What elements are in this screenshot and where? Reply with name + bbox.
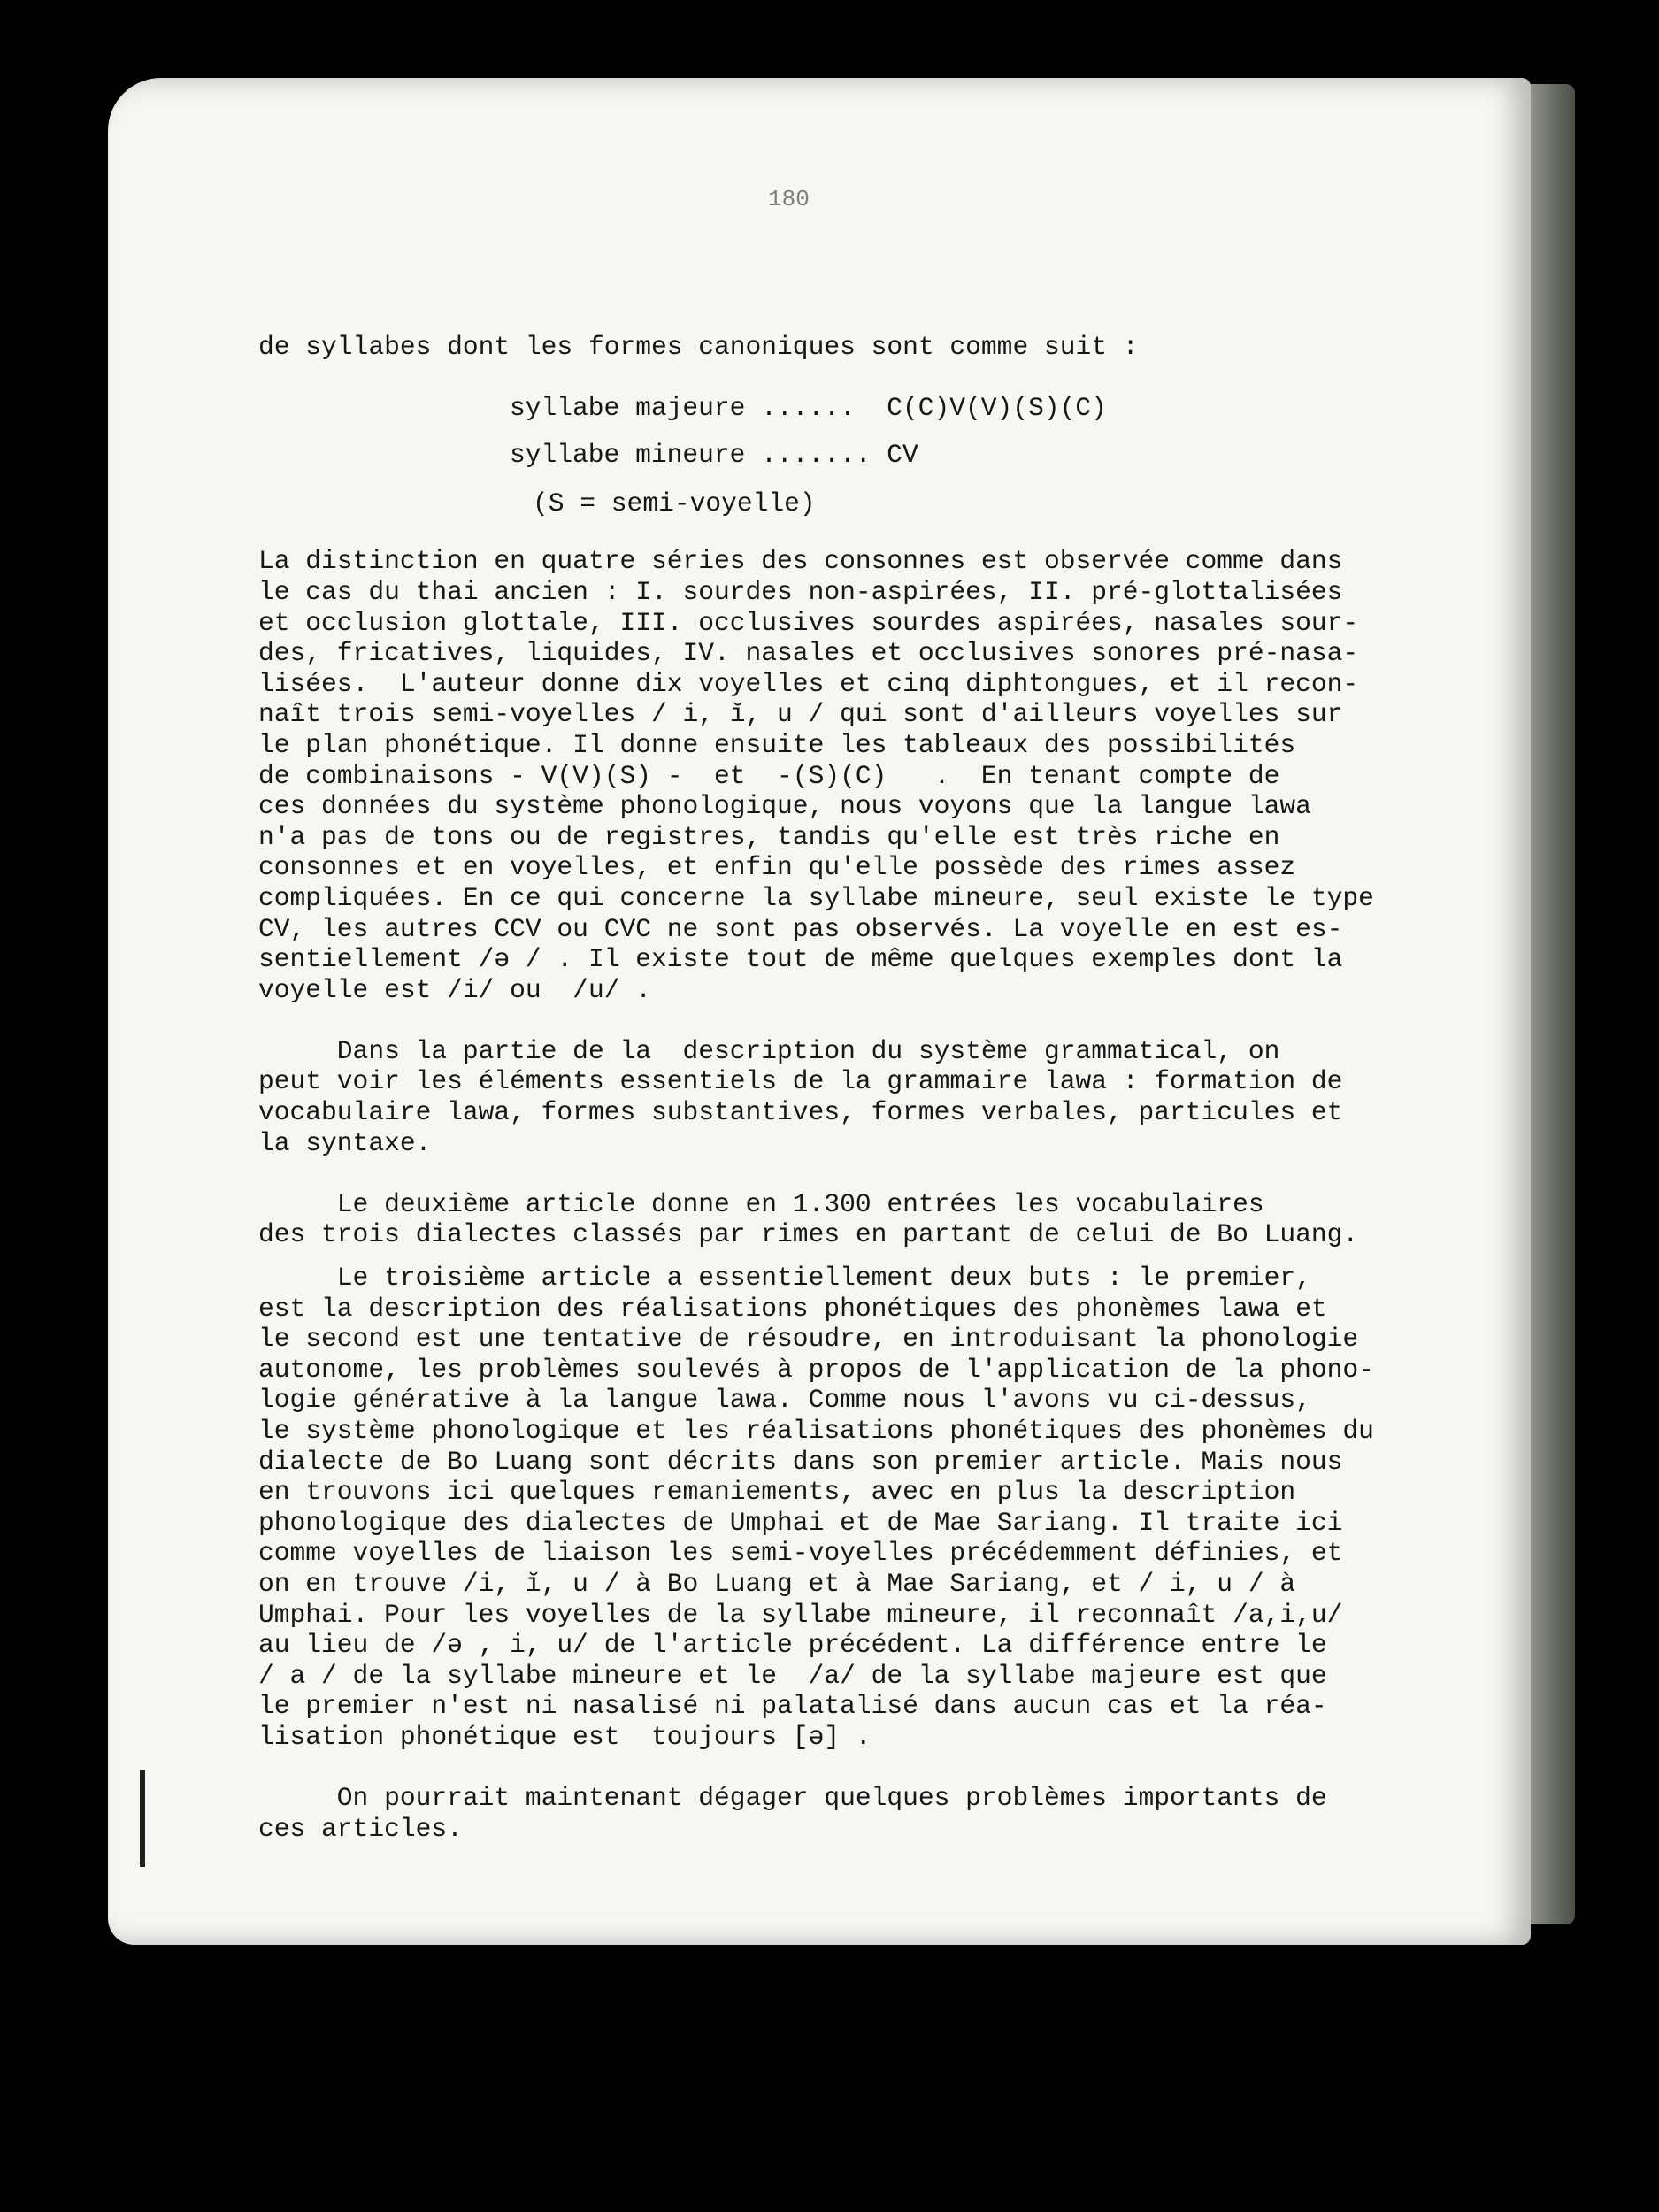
paragraph [258, 1036, 1400, 1158]
text-line: ces articles. [258, 1813, 463, 1844]
text-line: est la description des réalisations phonétiques des phonèmes lawa et [258, 1293, 1327, 1324]
paragraph [258, 1189, 1400, 1250]
page-number: 180 [768, 186, 810, 212]
text-line: sentiellement /ə / . Il existe tout de même quelques exemples dont la [258, 944, 1343, 975]
text-line: vocabulaire lawa, formes substantives, formes verbales, particules et [258, 1097, 1343, 1128]
text-line: lisation phonétique est toujours [ə] . [258, 1721, 872, 1752]
formula-row-minor [258, 440, 1400, 471]
text-line: n'a pas de tons ou de registres, tandis qu'elle est très riche en [258, 821, 1280, 852]
text-line: compliquées. En ce qui concerne la syllabe mineure, seul existe le type [258, 882, 1374, 913]
text-line: au lieu de /ə , i, u/ de l'article précédent. La différence entre le [258, 1630, 1327, 1661]
text-line: La distinction en quatre séries des consonnes est observée comme dans [258, 546, 1343, 577]
page-body [258, 332, 1400, 1844]
text-line: / a / de la syllabe mineure et le /a/ de la syllabe majeure est que [258, 1660, 1327, 1691]
text-line: phonologique des dialectes de Umphai et de Mae Sariang. Il traite ici [258, 1507, 1343, 1538]
text-line: voyelle est /i/ ou /u/ . [258, 974, 651, 1005]
paragraph [258, 1263, 1400, 1753]
formula-label: syllabe mineure ....... [510, 439, 872, 470]
text-line: consonnes et en voyelles, et enfin qu'elle possède des rimes assez [258, 852, 1296, 883]
text-line: le premier n'est ni nasalisé ni palatalisé dans aucun cas et la réa- [258, 1691, 1327, 1722]
text-line: de syllabes dont les formes canoniques sont comme suit : [258, 332, 1139, 362]
text-line: peut voir les éléments essentiels de la grammaire lawa : formation de [258, 1066, 1343, 1097]
text-line: le système phonologique et les réalisations phonétiques des phonèmes du [258, 1416, 1374, 1446]
text-line: Le troisième article a essentiellement deux buts : le premier, [258, 1263, 1311, 1294]
text-line: naît trois semi-voyelles / i, ĭ, u / qui sont d'ailleurs voyelles sur [258, 699, 1343, 730]
text-line: des trois dialectes classés par rimes en partant de celui de Bo Luang. [258, 1219, 1359, 1250]
text-line: ces données du système phonologique, nous voyons que la langue lawa [258, 791, 1311, 822]
text-line: on en trouve /i, ĭ, u / à Bo Luang et à Mae Sariang, et / i, u / à [258, 1568, 1296, 1599]
text-line: le cas du thai ancien : I. sourdes non-aspirées, II. pré-glottalisées [258, 576, 1343, 607]
text-line: en trouvons ici quelques remaniements, avec en plus la description [258, 1477, 1296, 1508]
text-line: Dans la partie de la description du système grammatical, on [258, 1035, 1280, 1066]
text-line: logie générative à la langue lawa. Comme nous l'avons vu ci-dessus, [258, 1385, 1311, 1416]
formula-value: C(C)V(V)(S)(C) [887, 393, 1107, 424]
formula-note: (S = semi-voyelle) [533, 488, 816, 519]
text-line: et occlusion glottale, III. occlusives sourdes aspirées, nasales sour- [258, 607, 1359, 638]
text-line: de combinaisons - V(V)(S) - et -(S)(C) . En tenant compte de [258, 760, 1280, 791]
formula-row-major [258, 393, 1400, 424]
text-line: le plan phonétique. Il donne ensuite les tableaux des possibilités [258, 729, 1296, 760]
text-line: lisées. L'auteur donne dix voyelles et cinq diphtongues, et il recon- [258, 668, 1359, 699]
text-line: la syntaxe. [258, 1127, 432, 1158]
paragraph [258, 1783, 1400, 1844]
formula-value: CV [887, 439, 918, 470]
paragraph [258, 546, 1400, 1005]
text-line: dialecte de Bo Luang sont décrits dans son premier article. Mais nous [258, 1446, 1343, 1477]
text-line: On pourrait maintenant dégager quelques problèmes importants de [258, 1783, 1327, 1814]
text-line: Le deuxième article donne en 1.300 entrées les vocabulaires [258, 1188, 1264, 1219]
text-line: Umphai. Pour les voyelles de la syllabe mineure, il reconnaît /a,i,u/ [258, 1599, 1343, 1630]
text-line: le second est une tentative de résoudre, en introduisant la phonologie [258, 1324, 1359, 1355]
text-line: CV, les autres CCV ou CVC ne sont pas observés. La voyelle en est es- [258, 913, 1343, 944]
text-line: comme voyelles de liaison les semi-voyelles précédemment définies, et [258, 1538, 1343, 1569]
text-line: autonome, les problèmes soulevés à propos de l'application de la phono- [258, 1354, 1374, 1385]
text-line: des, fricatives, liquides, IV. nasales et occlusives sonores pré-nasa- [258, 638, 1359, 669]
formula-label: syllabe majeure ...... [510, 393, 856, 424]
binding-mark [140, 1770, 145, 1867]
